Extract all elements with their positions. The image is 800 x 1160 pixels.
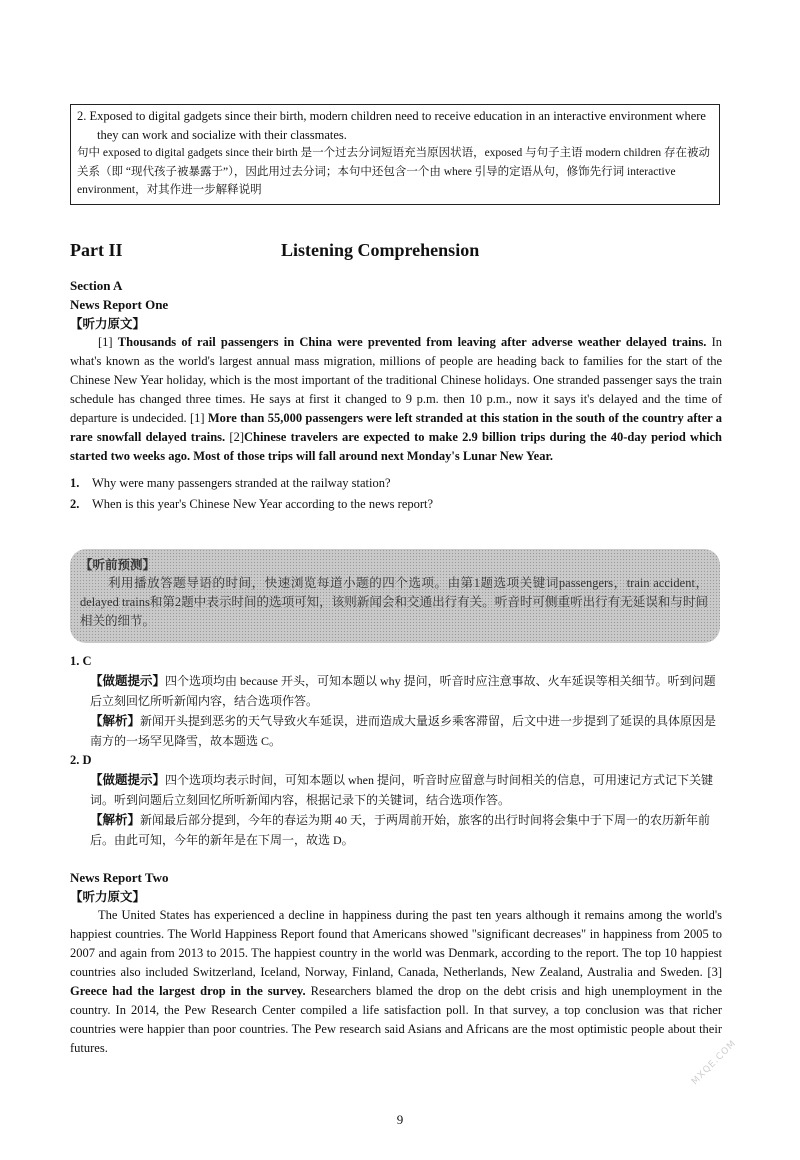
prediction-label: 【听前预测】 — [80, 557, 156, 572]
prediction-text: 利用播放答题导语的时间，快速浏览每道小题的四个选项。由第1题选项关键词passengers，train accident，delayed trains和第2题中表示时间的选项可知，该则新闻会和交通出行有关。听音时可侧重听出行有无延误和与时间相关的细节。 — [80, 576, 708, 628]
answer-analysis — [70, 810, 722, 850]
answer-heading — [70, 652, 722, 671]
transcript-text: [3] — [707, 965, 722, 979]
page-number: 9 — [396, 1112, 404, 1127]
answer-letter: 2. D — [70, 753, 92, 767]
transcript-label: 【听力原文】 — [70, 316, 146, 331]
tip-label: 【做题提示】 — [90, 673, 166, 688]
analysis-label: 【解析】 — [90, 812, 141, 827]
answer-heading — [70, 751, 722, 770]
question-text: Why were many passengers stranded at the railway station? — [92, 476, 391, 490]
news-report-one — [70, 276, 722, 516]
part-label: Part II — [70, 240, 123, 260]
question-number: 2. — [70, 497, 80, 511]
answer-list — [70, 652, 722, 850]
question-text: When is this year's Chinese New Year according to the news report? — [92, 497, 434, 511]
tip-text: 四个选项均表示时间，可知本题以 when 提问，听音时应留意与时间相关的信息，可用速记方式记下关键词。听到问题后立刻回忆所听新闻内容，根据记录下的关键词，结合选项作答。 — [90, 773, 714, 807]
watermark-stamp: MXQE.COM — [690, 1038, 739, 1088]
part-title: Listening Comprehension — [281, 240, 480, 260]
answer-letter: 1. C — [70, 654, 92, 668]
answer-analysis — [70, 711, 722, 751]
analysis-label: 【解析】 — [90, 713, 141, 728]
question-number: 1. — [70, 476, 80, 490]
question-list — [70, 474, 722, 514]
question-item — [70, 474, 722, 493]
transcript-text: [2] — [225, 430, 244, 444]
report-one-title: News Report One — [70, 297, 169, 312]
transcript-label: 【听力原文】 — [70, 889, 146, 904]
prediction-box — [70, 549, 720, 643]
report-two-title: News Report Two — [70, 870, 169, 885]
section-title: Section A — [70, 278, 123, 293]
transcript-text: [1] — [189, 411, 208, 425]
transcript-text: In what's known as the world's largest annual mass migration, millions of people are heading back to families for the start of the Chinese New Year holiday, which is the most important of the traditional Chinese holidays. One stranded passenger says the train schedule has changed three times. He says at first it changed to 9 p.m. then 10 p.m., now it says it's delayed and the time of departure is undecided. — [70, 335, 723, 425]
note-item-number: 2. — [77, 109, 87, 123]
analysis-text: 新闻最后部分提到，今年的春运为期 40 天，于两周前开始，旅客的出行时间将会集中于下周一的农历新年前后。由此可知，今年的新年是在下周一，故选 D。 — [90, 813, 711, 847]
question-item — [70, 495, 722, 514]
key-sentence: Chinese travelers are expected to make 2.9 billion trips during the 40-day period which started two weeks ago. Most of those trips will fall around next Monday's Lunar New Year. — [70, 430, 723, 463]
transcript-text: [1] — [98, 335, 118, 349]
report-two-transcript — [70, 906, 722, 1058]
analysis-text: 新闻开头提到恶劣的天气导致火车延误，进而造成大量返乡乘客滞留，后文中进一步提到了延误的具体原因是南方的一场罕见降雪，故本题选 C。 — [90, 714, 717, 748]
note-chinese-explanation: 句中 exposed to digital gadgets since their birth 是一个过去分词短语充当原因状语，exposed 与句子主语 modern children 存在被动关系（即 “现代孩子被暴露于”），因此用过去分词；本句中还包含一个由 where 引导的定语从句，修饰先行词 interactive environment，对其作进一步解释说明 — [77, 147, 711, 196]
key-sentence: Greece had the largest drop in the survey. — [70, 984, 306, 998]
news-report-two — [70, 868, 722, 1058]
key-sentence: More than 55,000 passengers were left stranded at this station in the south of the country after a rare snowfall delayed trains. — [70, 411, 723, 444]
note-english-sentence: Exposed to digital gadgets since their birth, modern children need to receive education in an interactive environment where they can work and socialize with their classmates. — [89, 109, 706, 142]
tip-text: 四个选项均由 because 开头，可知本题以 why 提问，听音时应注意事故、火车延误等相关细节。听到问题后立刻回忆所听新闻内容，结合选项作答。 — [90, 674, 716, 708]
key-sentence: Thousands of rail passengers in China were prevented from leaving after adverse weather delayed trains. — [117, 335, 707, 349]
answer-tip — [70, 671, 722, 711]
report-one-transcript — [70, 333, 722, 466]
transcript-text: The United States has experienced a decline in happiness during the past ten years although it remains among the world's happiest countries. The World Happiness Report found that Americans showed "significant decreases" in happiness from 2005 to 2007 and again from 2013 to 2015. The happiest country in the world was Denmark, according to the report. The top 10 happiest countries also included Switzerland, Iceland, Norway, Finland, Canada, Netherlands, New Zealand, Australia and Sweden. — [70, 908, 722, 979]
tip-label: 【做题提示】 — [90, 772, 166, 787]
grammar-note-box — [70, 104, 720, 205]
transcript-text: Researchers blamed the drop on the debt crisis and high unemployment in the country. In 2014, the Pew Research Center compiled a life satisfaction poll. In that survey, a top conclusion was that richer countries were happier than poor countries. The Pew research said Asians and Africans are the most optimistic people about their futures. — [70, 984, 723, 1055]
answer-tip — [70, 770, 722, 810]
